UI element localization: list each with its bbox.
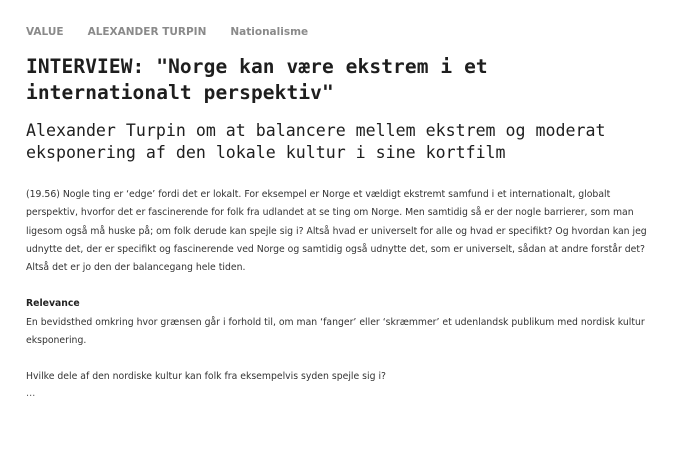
question-text: Hvilke dele af den nordiske kultur kan folk fra eksempelvis syden spejle sig i? <box>26 371 386 383</box>
tag-author[interactable]: ALEXANDER TURPIN <box>87 26 207 38</box>
quote-paragraph: (19.56) Nogle ting er ‘edge’ fordi det er lokalt. For eksempel er Norge et vældigt ekstremt samfund i et internationalt, globalt perspektiv, hvorfor det er fascinerende for folk fra udlandet at se ting om Norge. Men samtidig så er der nogle barrierer, som man ligesom også må huske på; om folk derude kan spejle sig i? Altså hvad er universelt for alle og hvad er specifikt? Og hvordan kan jeg udnytte det, der er specifikt og fascinerende ved Norge og samtidig også udnytte det, som er universelt, sådan at andre forstår det? Altså det er jo den der balancegang hele tiden. <box>26 189 647 274</box>
tag-value[interactable]: VALUE <box>26 26 64 38</box>
article-subtitle: Alexander Turpin om at balancere mellem ekstrem og moderat eksponering af den lokale kultur i sine kortfilm <box>26 121 606 162</box>
article-title: INTERVIEW: "Norge kan være ekstrem i et internationalt perspektiv" <box>26 55 488 104</box>
relevance-heading: Relevance <box>26 298 80 310</box>
relevance-text: En bevidsthed omkring hvor grænsen går i forhold til, om man ‘fanger’ eller ‘skræmmer’ et udenlandsk publikum med nordisk kultur eksponering. <box>26 316 645 347</box>
ellipsis: … <box>26 387 36 399</box>
tag-list <box>26 26 656 40</box>
article <box>26 0 656 401</box>
tag-topic[interactable]: Nationalisme <box>230 26 309 38</box>
